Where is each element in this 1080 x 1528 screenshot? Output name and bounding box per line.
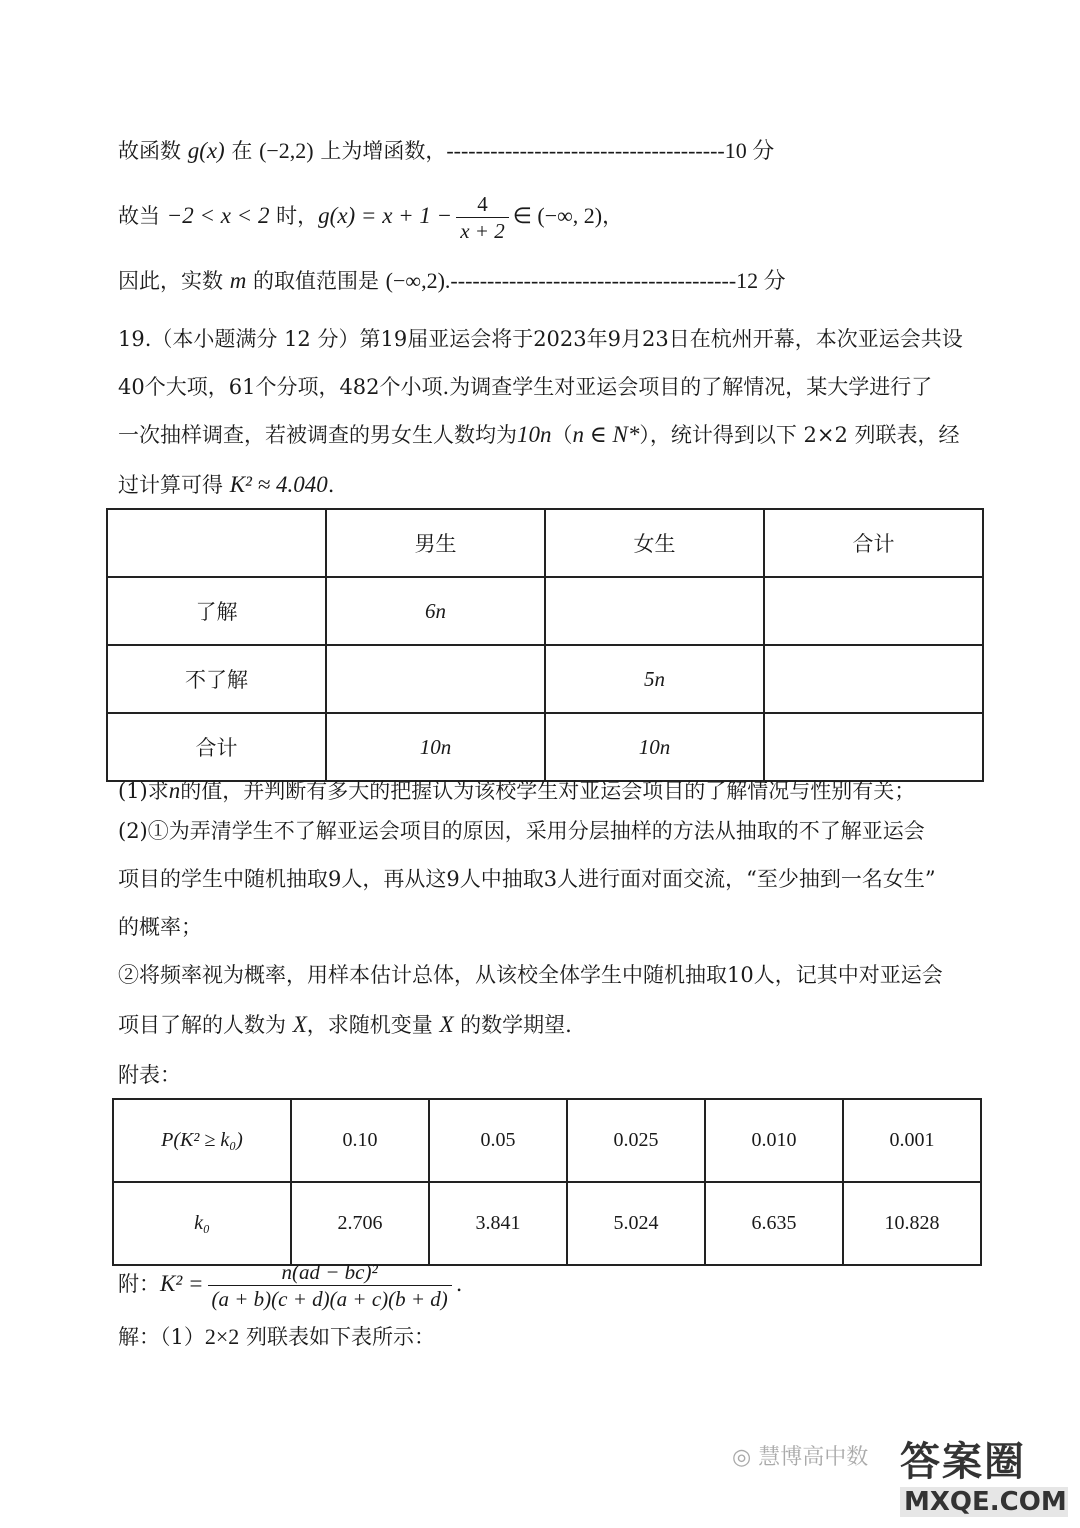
- appendix-label: 附表：: [118, 1063, 181, 1087]
- part-3-line-1: ②将频率视为概率，用样本估计总体，从该校全体学生中随机抽取10人，记其中对亚运会: [118, 963, 943, 987]
- table-row: 不了解 5n: [107, 645, 983, 713]
- part-3-line-2: 项目了解的人数为 X，求随机变量 X 的数学期望.: [118, 1012, 572, 1037]
- critical-value-table: [112, 1098, 982, 1266]
- question-19-line-2: 40个大项，61个分项，482个小项.为调查学生对亚运会项目的了解情况，某大学进行了: [118, 375, 933, 399]
- table-row: k₀ 2.706 3.841 5.024 6.635 10.828: [113, 1182, 981, 1265]
- line-conclusion: 因此，实数 m 的取值范围是 (−∞,2).---------------------------------------12 分: [118, 268, 786, 293]
- line-increasing-function: 故函数 g(x) 在 (−2,2) 上为增函数，--------------------------------------10 分: [118, 138, 775, 163]
- line-range-expression: 故当 −2 < x < 2 时，g(x) = x + 1 − $\frac{4}{x + 2}$ ∈ (−∞, 2)，: [118, 192, 624, 243]
- question-19-line-4: 过计算可得 K² ≈ 4.040.: [118, 472, 335, 497]
- part-2-line-3: 的概率；: [118, 915, 202, 939]
- formula-line: 附：K² = $\frac{\text{n(ad − bc)²}}{(a + b)(c + d)(a + c)(b + d)}$ .: [118, 1260, 463, 1311]
- part-2-line-2: 项目的学生中随机抽取9人，再从这9人中抽取3人进行面对面交流，“至少抽到一名女生”: [118, 867, 936, 891]
- solution-line: 解：（1）2×2 列联表如下表所示：: [118, 1324, 435, 1349]
- formula-fraction: $\frac{\text{n(ad − bc)²}}{(a + b)(c + d)(a + c)(b + d)}$: [208, 1260, 452, 1311]
- table-row: P(K² ≥ k₀) 0.10 0.05 0.025 0.010 0.001: [113, 1099, 981, 1182]
- wechat-icon: ◎: [732, 1445, 752, 1470]
- contingency-table: [106, 508, 984, 782]
- wechat-watermark: ◎ 慧博高中数: [732, 1445, 869, 1470]
- question-19-line-3: 一次抽样调查，若被调查的男女生人数均为10n（n ∈ N*），统计得到以下 2×2 列联表，经: [118, 422, 960, 447]
- table-row: 了解 6n: [107, 577, 983, 645]
- question-19-line-1: 19.（本小题满分 12 分）第19届亚运会将于2023年9月23日在杭州开幕，本次亚运会共设: [118, 327, 963, 351]
- fraction: $\frac{4}{x + 2}$: [456, 192, 509, 243]
- site-logo: 答案圈 MXQE.COM: [900, 1439, 1067, 1517]
- table-row: 男生 女生 合计: [107, 509, 983, 577]
- part-1: (1)求n的值，并判断有多大的把握认为该校学生对亚运会项目的了解情况与性别有关；: [118, 778, 916, 803]
- table-row: 合计 10n 10n: [107, 713, 983, 781]
- part-2-line-1: (2)①为弄清学生不了解亚运会项目的原因，采用分层抽样的方法从抽取的不了解亚运会: [118, 819, 925, 843]
